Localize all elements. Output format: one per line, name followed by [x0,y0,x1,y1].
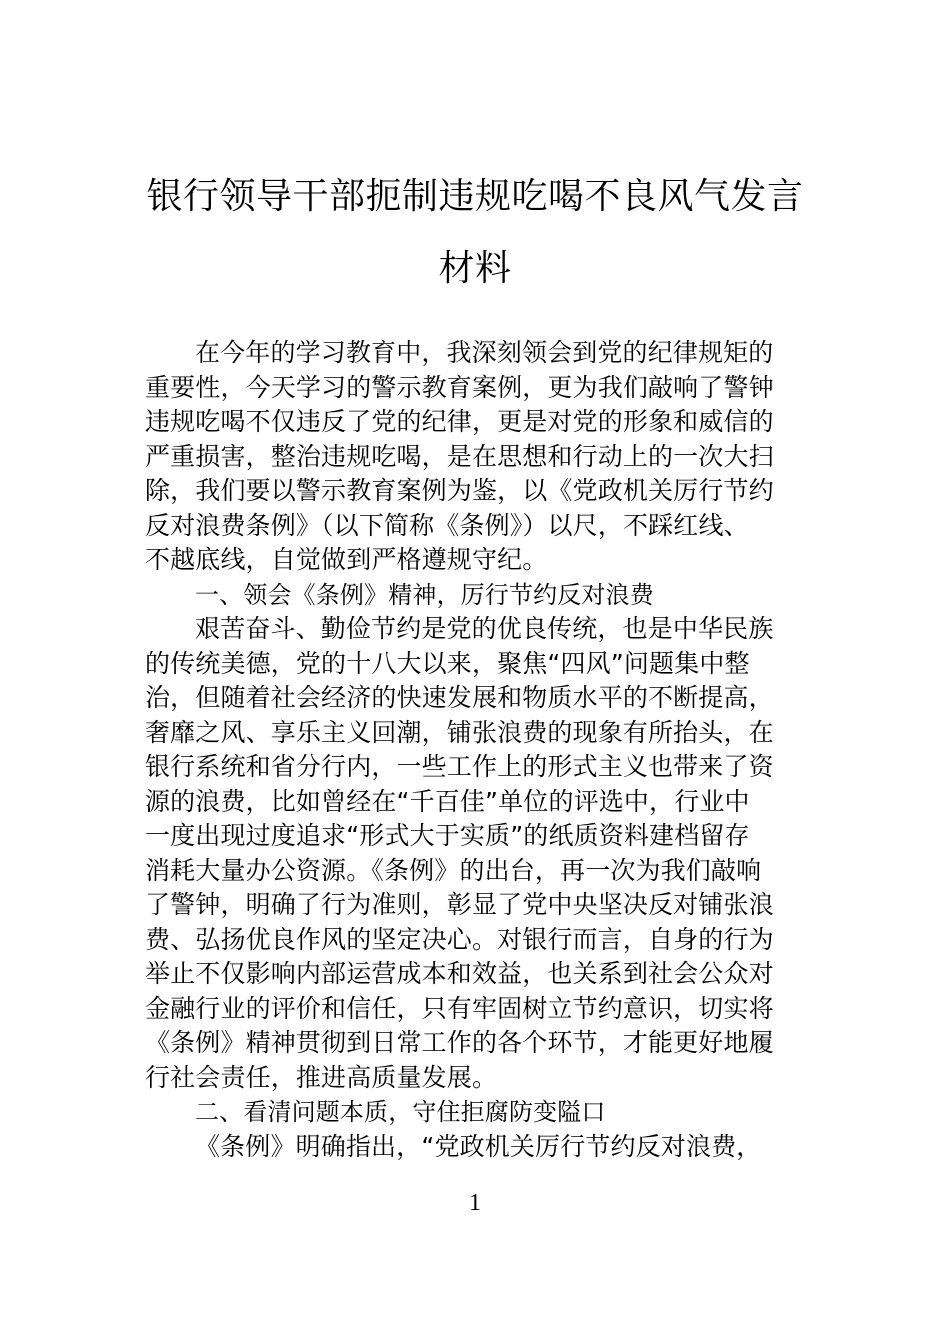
document-title-line-2: 材料 [438,248,512,289]
body-line: 艰苦奋斗、勤俭节约是党的优良传统，也是中华民族 [195,614,774,643]
section-heading-1: 一、领会《条例》精神，厉行节约反对浪费 [195,580,654,609]
body-line: 行社会责任，推进高质量发展。 [145,1062,498,1092]
body-line: 举止不仅影响内部运营成本和效益，也关系到社会公众对 [145,959,774,988]
body-line: 反对浪费条例》（以下简称《条例》）以尺，不踩红线、 [145,510,749,540]
body-line: 重要性，今天学习的警示教育案例，更为我们敲响了警钟 [145,372,774,402]
body-line: 严重损害，整治违规吃喝，是在思想和行动上的一次大扫 [145,441,774,471]
body-line: 金融行业的评价和信任，只有牢固树立节约意识，切实将 [145,993,774,1023]
body-line: 不越底线，自觉做到严格遵规守纪。 [145,545,548,574]
document-title-line-1: 银行领导干部扼制违规吃喝不良风气发言 [146,176,804,217]
body-line: 《条例》精神贯彻到日常工作的各个环节，才能更好地履 [145,1028,774,1057]
body-line: 《条例》明确指出，“党政机关厉行节约反对浪费， [195,1131,762,1161]
body-line: 一度出现过度追求“形式大于实质”的纸质资料建档留存 [145,821,750,850]
body-line: 了警钟，明确了行为准则，彰显了党中央坚决反对铺张浪 [145,890,774,919]
body-line: 违规吃喝不仅违反了党的纪律，更是对党的形象和威信的 [145,407,774,436]
body-line: 消耗大量办公资源。《条例》的出台，再一次为我们敲响 [145,855,762,885]
body-line: 费、弘扬优良作风的坚定决心。对银行而言，自身的行为 [145,924,774,954]
body-line: 银行系统和省分行内，一些工作上的形式主义也带来了资 [145,752,774,781]
section-heading-2: 二、看清问题本质，守住拒腐防变隘口 [195,1098,606,1126]
body-line: 奢靡之风、享乐主义回潮，铺张浪费的现象有所抬头，在 [145,717,774,747]
body-line: 治，但随着社会经济的快速发展和物质水平的不断提高， [145,683,774,712]
body-line: 的传统美德，党的十八大以来，聚焦“四风”问题集中整 [145,648,750,678]
body-line: 除，我们要以警示教育案例为鉴，以《党政机关厉行节约 [145,476,774,505]
page-number: 1 [469,1190,481,1216]
document-body [145,336,810,1164]
body-line: 源的浪费，比如曾经在“千百佳”单位的评选中，行业中 [145,786,750,816]
body-line: 在今年的学习教育中，我深刻领会到党的纪律规矩的 [195,338,774,367]
